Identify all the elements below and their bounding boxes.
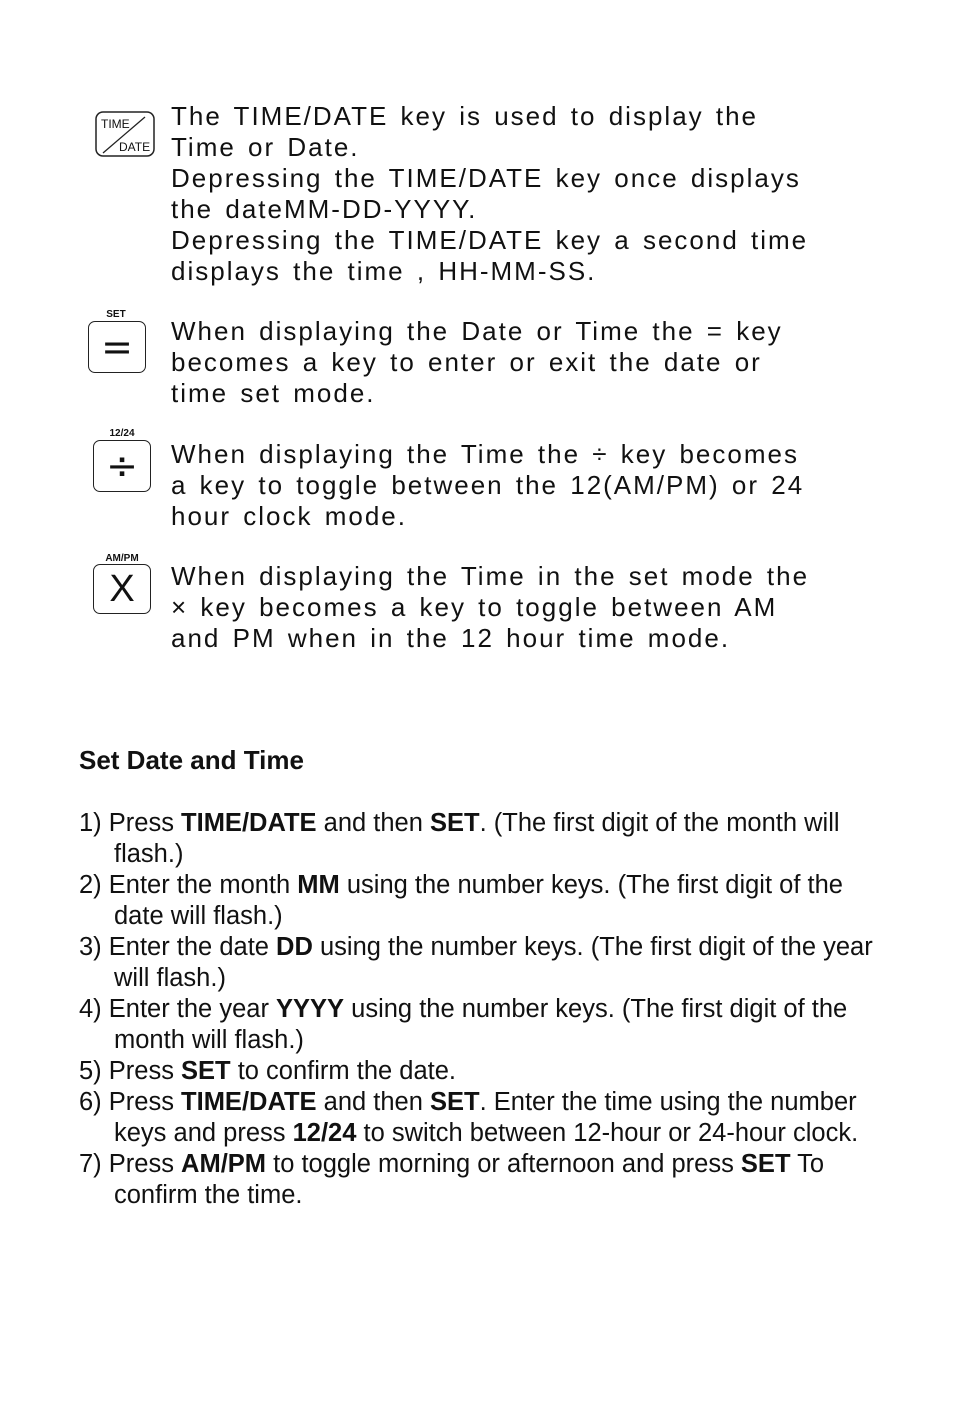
section-title: Set Date and Time [79,745,304,775]
multiply-symbol: X [109,568,135,610]
svg-text:DATE: DATE [119,140,151,154]
step-text: using the number keys. (The first digit of the date will flash.) [114,871,843,930]
12-24-key-description: When displaying the Time the ÷ key becomes a key to toggle between the 12(AM/PM) or 24 hour clock mode. [171,439,805,531]
step-text: to confirm the date. [230,1057,456,1085]
step-text: to toggle morning or afternoon and press [266,1150,741,1178]
step-text: and then [316,1088,430,1116]
step-keyword: MM [297,871,340,899]
step-item [79,932,899,994]
step-text: 2) Enter the month [79,871,298,899]
step-keyword: SET [430,809,480,837]
divide-symbol: ÷ [106,444,138,488]
step-item [79,808,899,870]
step-text: 6) Press [79,1088,182,1116]
step-item [79,1149,899,1211]
divide-key-icon [93,440,151,492]
am-pm-key-label: AM/PM [105,553,139,564]
step-text: using the number keys. (The first digit of the month will flash.) [114,995,848,1054]
am-pm-key-description: When displaying the Time in the set mode the × key becomes a key to toggle between AM and PM when in the 12 hour time mode. [171,561,810,653]
step-keyword: SET [181,1057,231,1085]
set-key-label: SET [106,309,126,320]
step-keyword: SET [740,1150,791,1178]
step-keyword: SET [430,1088,480,1116]
step-text: using the number keys. (The first digit of the year will flash.) [114,933,873,992]
step-keyword: DD [276,933,313,961]
step-text: 4) Enter the year [79,995,277,1023]
step-text: and then [316,809,430,837]
step-text: 1) Press [79,809,182,837]
time-date-key-icon [95,111,155,157]
step-text: 3) Enter the date [79,933,277,961]
step-item [79,994,899,1056]
set-key-description: When displaying the Date or Time the = key becomes a key to enter or exit the date or time set mode. [171,316,783,408]
step-keyword: YYYY [276,995,345,1023]
step-text: to switch between 12-hour or 24-hour clock. [356,1119,859,1147]
step-text: . (The first digit of the month will flash.) [114,809,840,868]
step-item [79,870,899,932]
equals-symbol: = [101,325,133,369]
step-keyword: TIME/DATE [181,809,317,837]
step-item [79,1087,899,1149]
step-keyword: 12/24 [292,1119,357,1147]
step-item [79,1056,899,1087]
step-text: . Enter the time using the number keys and press [114,1088,857,1147]
step-keyword: AM/PM [181,1150,267,1178]
step-keyword: TIME/DATE [181,1088,317,1116]
step-text: To confirm the time. [114,1150,825,1209]
svg-text:TIME: TIME [101,117,130,131]
steps-list [79,808,899,1211]
step-text: 7) Press [79,1150,182,1178]
equals-key-icon [88,321,146,373]
multiply-key-icon [93,564,151,614]
12-24-key-label: 12/24 [109,428,135,439]
time-date-key-description: The TIME/DATE key is used to display the Time or Date. Depressing the TIME/DATE key once displays the dateMM-DD-YYYY. Depressing the TIME/DATE key a second time displays the time , HH-MM-SS. [171,101,809,286]
step-text: 5) Press [79,1057,182,1085]
